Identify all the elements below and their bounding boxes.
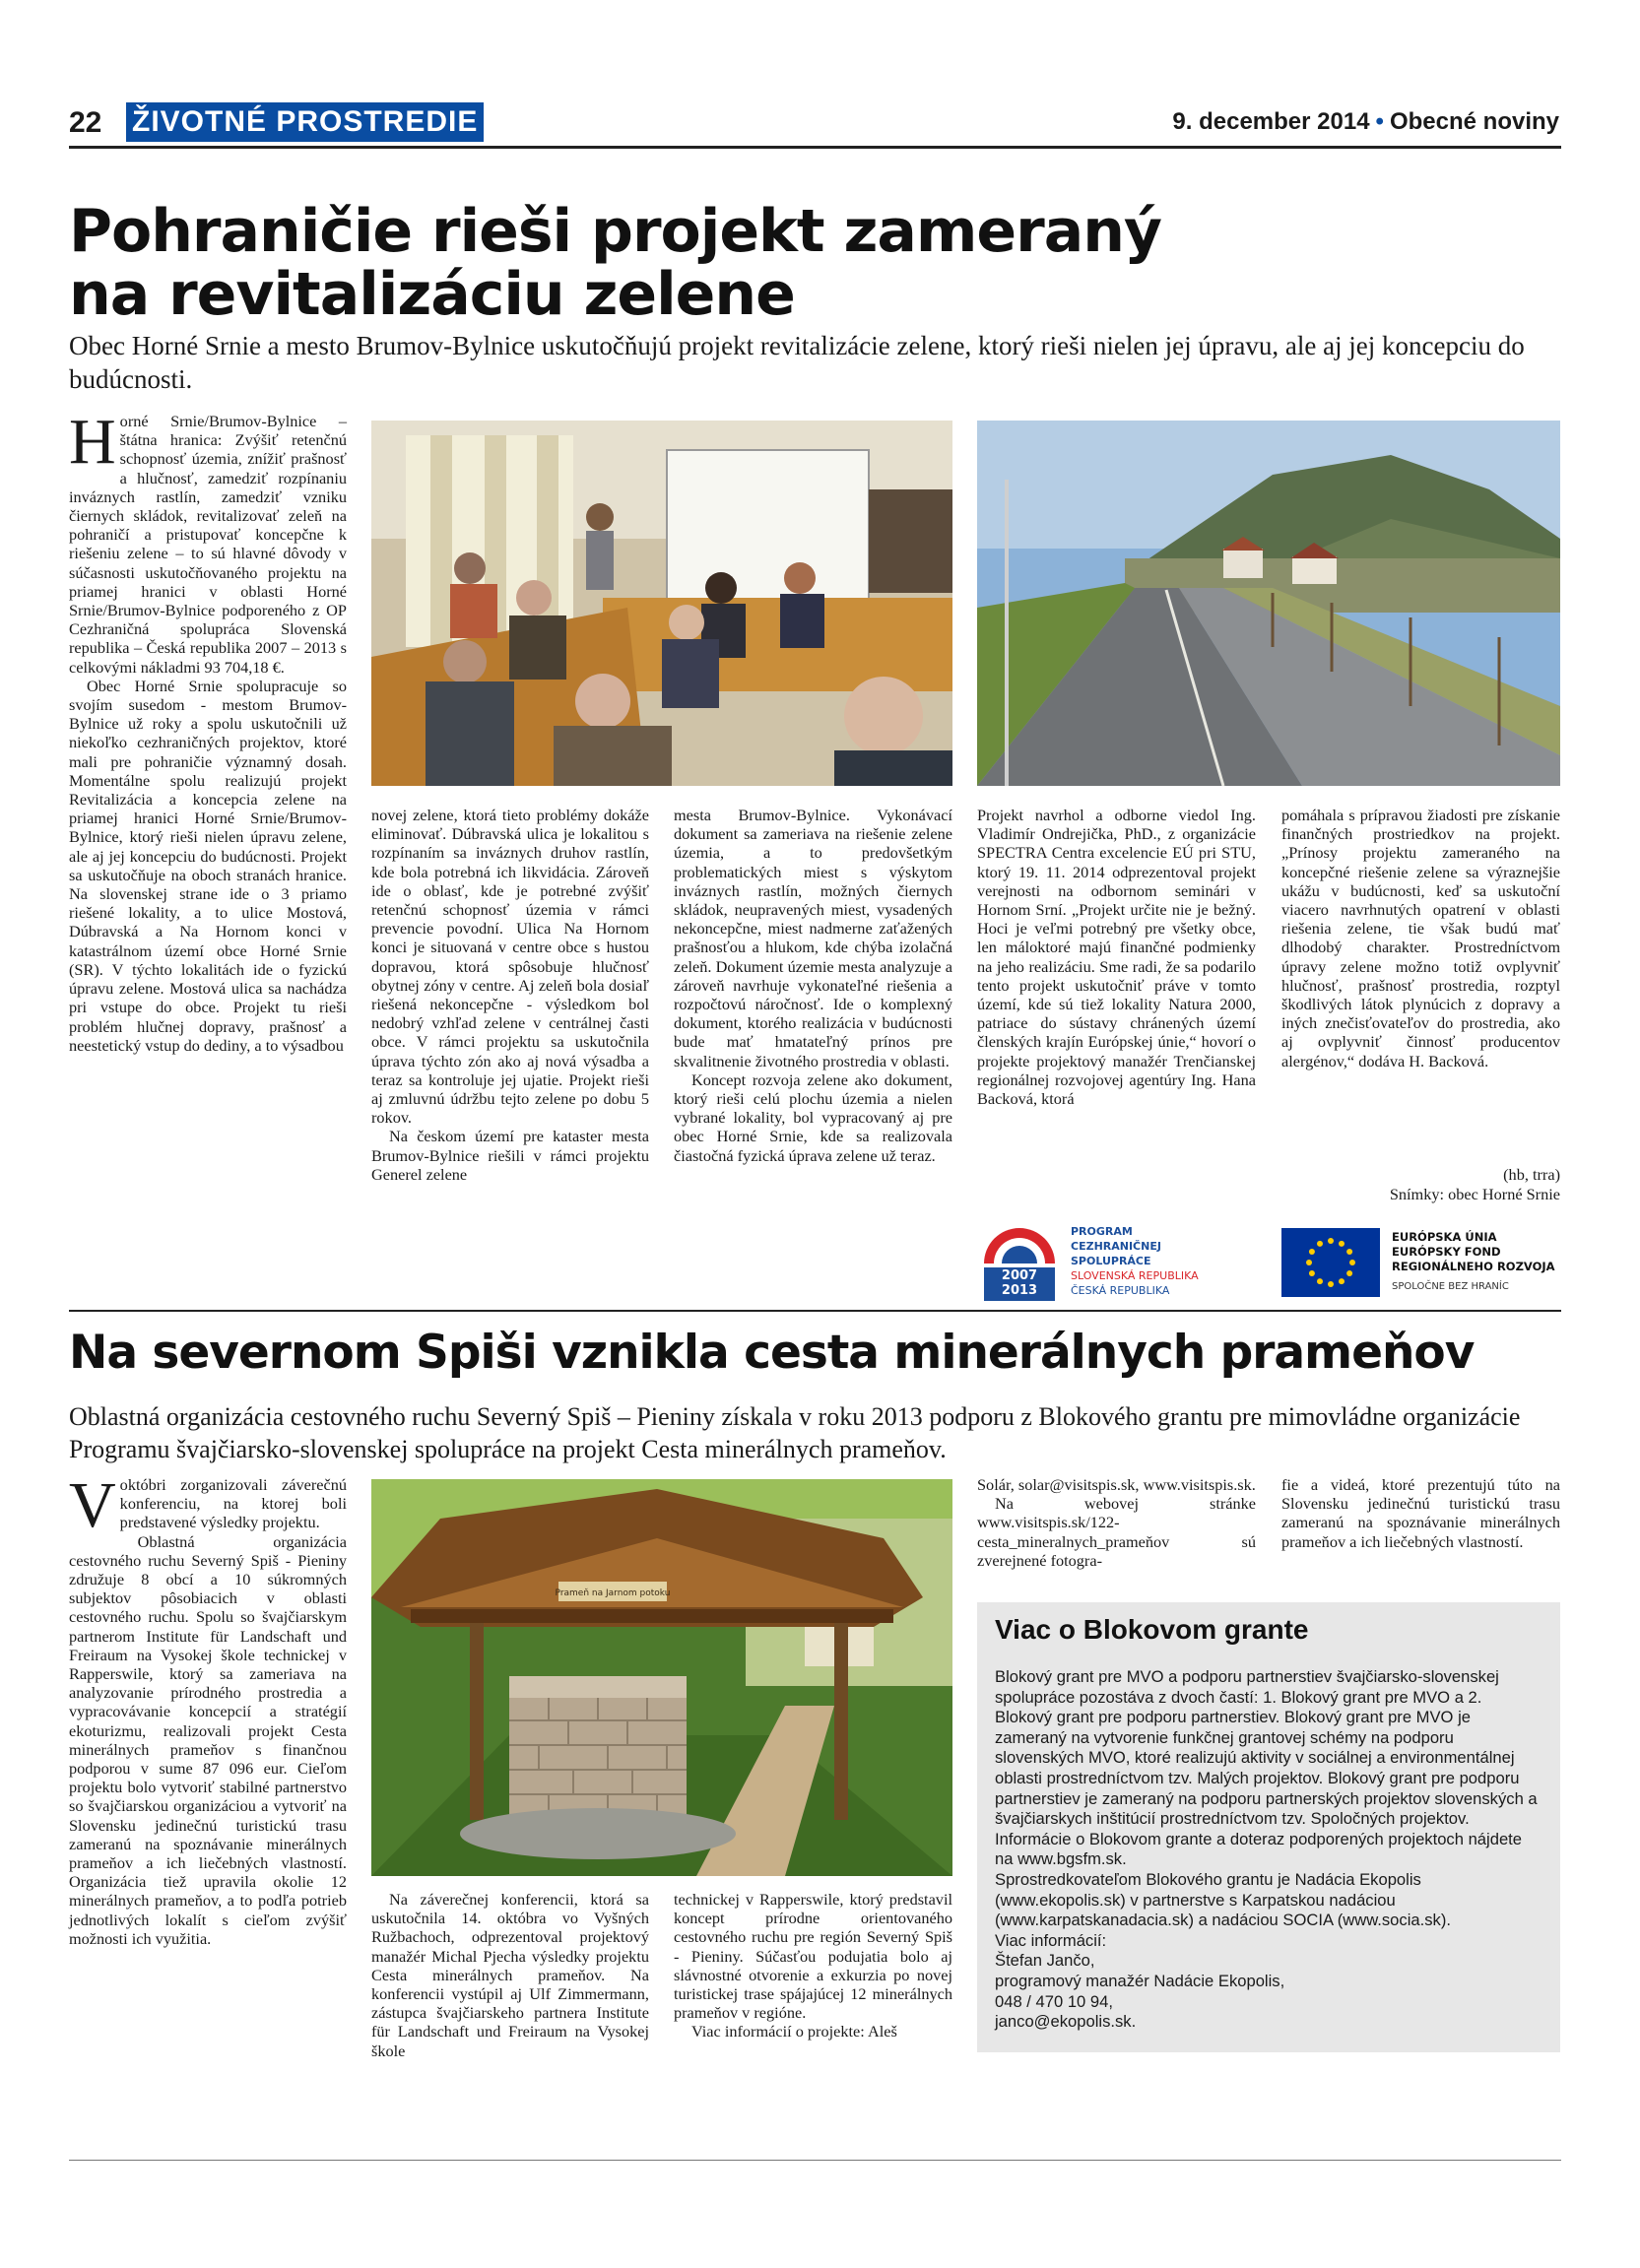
article2-column-4: [977, 1475, 1256, 1570]
spring-sign-text: Prameň na Jarnom potoku: [555, 1588, 671, 1598]
contact-name: Štefan Jančo,: [995, 1951, 1095, 1971]
paragraph: novej zelene, ktorá tieto problémy dokáže eliminovať. Dúbravská ulica je lokalitou s rozpínaním sa inváznych druhov rastlín, kde bola potrebná ich likvidácia. Zároveň ide o oblasť, kde je potrebné zvýšiť retenčnú schopnosť územia v rámci prevencie povodní. Ulica Na Hornom konci je situovaná v centre obce s hustou dopravou, ktorá spôsobuje hlučnosť obytnej zóny v centre. Aj zeleň bola dosiaľ riešená nekoncepčne - výsledkom bol nedobrý vzhľad zelene v centrálnej časti obce. V rámci projektu sa uskutočnila úprava týchto zón ako aj nová výsadba a teraz sa kontroluje jej ujatie. Projekt rieši aj zmluvnú údržbu tejto zelene po dobu 5 rokov.: [371, 806, 649, 1128]
publication-name: Obecné noviny: [1389, 108, 1559, 135]
eu-star: [1317, 1241, 1323, 1247]
issue-info: [1172, 108, 1559, 136]
program-country-2: ČESKÁ REPUBLIKA: [1071, 1284, 1170, 1297]
paragraph: mesta Brumov-Bylnice. Vykonávací dokument sa zameriava na riešenie zelene územia, a to predovšetkým problematických miest s výskytom inváznych rastlín, možných čiernych skládok, neupravených miest, vysadených nekoncepčne, miest nadmerne zaťažených prašnosťou a hlukom, kde chýba izolačná zeleň. Dokument územie mesta analyzuje a zároveň navrhuje vykonateľné riešenia a rozpočtovú náročnosť. Ide o komplexný dokument, ktorého realizácia v budúcnosti bude mať hmatateľný prínos pre skvalitnenie životného prostredia v oblasti.: [674, 806, 952, 1070]
eu-flag-icon: [1281, 1228, 1380, 1297]
eu-star: [1309, 1249, 1315, 1255]
article2-column-3: [674, 1890, 952, 2041]
eu-star: [1339, 1241, 1345, 1247]
eu-logo: [1281, 1224, 1560, 1301]
article1-column-5: [1281, 806, 1560, 1070]
eu-star: [1328, 1238, 1334, 1244]
paragraph: pomáhala s prípravou žiadosti pre získanie finančných prostriedkov na projekt. „Prínosy projektu zameraného na koncepčné riešenie zelene sa výraznejšie ukážu v budúcnosti, keď sa uskutoční viacero navrhnutých opatrení v oblasti riešenia zelene, tie však budú mať dlhodobý charakter. Prostredníctvom úpravy zelene možno totiž ovplyvniť hlučnosť, prašnosť prostredia, rozptyl škodlivých látok plynúcich z dopravy a iných znečisťovateľov do prostredia, ako aj ovplyvniť činnosť producentov alergénov,“ dodáva H. Backová.: [1281, 806, 1560, 1070]
info-box: [977, 1602, 1560, 2052]
issue-date: 9. december 2014: [1172, 108, 1370, 135]
paragraph: Na záverečnej konferencii, ktorá sa uskutočnila 14. októbra vo Vyšných Ružbachoch, odprezentoval projektový manažér Michal Pjecha výsledky projektu Cesta minerálnych prameňov. Na konferencii vystúpil aj Ulf Zimmermann, zástupca švajčiarskeho partnera Institute für Landschaft und Freiraum na Vysokej škole: [371, 1890, 649, 2060]
program-name-1: PROGRAM: [1071, 1225, 1133, 1238]
program-name-2: CEZHRANIČNEJ: [1071, 1240, 1161, 1253]
article1-title: [69, 197, 1561, 329]
article1-column-3: [674, 806, 952, 1165]
article2-title: Na severnom Spiši vznikla cesta minerálnych prameňov: [69, 1326, 1475, 1380]
separator-dot: •: [1375, 108, 1384, 135]
eu-star: [1309, 1270, 1315, 1276]
program-year-start: 2007: [1001, 1268, 1038, 1283]
article1-lead: Obec Horné Srnie a mesto Brumov-Bylnice uskutočňujú projekt revitalizácie zelene, ktorý rieši nielen jej úpravu, ale aj jej koncepciu do budúcnosti.: [69, 331, 1525, 394]
eu-star: [1317, 1278, 1323, 1284]
eu-motto: SPOLOČNE BEZ HRANÍC: [1392, 1281, 1509, 1292]
eu-star: [1339, 1278, 1345, 1284]
spring-gazebo-image: [371, 1479, 952, 1876]
paragraph: Na webovej stránke www.visitspis.sk/122-cesta_mineralnych_prameňov sú zverejnené fotogra-: [977, 1494, 1256, 1570]
paragraph: Projekt navrhol a odborne viedol Ing. Vladimír Ondrejička, PhD., z organizácie SPECTRA Centra excelencie EÚ pri STU, ktorý 19. 11. 2014 odprezentoval projekt verejnosti na odbornom seminári v Hornom Srní. „Projekt určite nie je bežný. Hoci je veľmi potrebný pre všetky obce, len máloktoré majú finančné podmienky na jeho realizáciu. Sme radi, že sa podarilo tento projekt uskutočniť práve v tomto území, kde sú tiež lokality Natura 2000, patriace do sústavy chránených území členských krajín Európskej únie,“ hovorí o projekte projektový manažér Trenčianskej regionálnej rozvojovej agentúry Ing. Hana Backová, ktorá: [977, 806, 1256, 1109]
drop-cap: H: [69, 406, 116, 478]
eu-star: [1346, 1249, 1352, 1255]
program-name-3: SPOLUPRÁCE: [1071, 1255, 1151, 1267]
program-country-1: SLOVENSKÁ REPUBLIKA: [1071, 1269, 1199, 1282]
program-year-end: 2013: [1001, 1283, 1038, 1298]
drop-cap: V: [69, 1469, 116, 1541]
info-box-paragraph-2: Sprostredkovateľom Blokového grantu je Nadácia Ekopolis (www.ekopolis.sk) v partnerstve s Karpatskou nadáciou (www.karpatskanadacia.sk) a nadáciou SOCIA (www.socia.sk).: [995, 1869, 1451, 1930]
paragraph: Obec Horné Srnie spolupracuje so svojím susedom - mestom Brumov-Bylnice už roky a spolu uskutočnili už niekoľko cezhraničných projektov, ktoré mali pre pohraničie významný dosah. Momentálne spolu realizujú projekt Revitalizácia a koncepcia zelene na priamej hranici Horné Srnie/Brumov-Bylnice, ktorý rieši nielen úpravu zelene, ale aj jej koncepciu do budúcnosti. Projekt sa uskutočňuje na oboch stranách hranice. Na slovenskej strane ide o 3 priamo riešené lokality, a to ulice Mostová, Dúbravská a Na Hornom konci v katastrálnom území obce Horné Srnie (SR). V týchto lokalitách ide o fyzickú úpravu zelene. Mostová ulica sa nachádza pri vstupe do obce. Projekt tu rieši problém hlučnej dopravy, prašnosť a neestetický vstup do dediny, a to výsadbou: [69, 676, 347, 1055]
spring-gazebo-photo: [371, 1479, 952, 1876]
header-rule: [69, 146, 1561, 149]
road-photo: [977, 421, 1560, 786]
photo-credit: Snímky: obec Horné Srnie: [1389, 1185, 1560, 1203]
paragraph: fie a videá, ktoré prezentujú túto na Slovensku jedinečnú turistickú trasu zameranú na spoznávanie minerálnych prameňov a ich liečebných vlastností.: [1281, 1475, 1560, 1551]
article2-column-1: [69, 1469, 347, 1948]
paragraph: technickej v Rapperswile, ktorý predstavil koncept prírodne orientovaného cestovného ruchu pre región Severný Spiš - Pieniny. Súčasťou podujatia bolo aj slávnostné otvorenie a exkurzia po novej turistickej trase spájajúcej 12 minerálnych prameňov v regióne.: [674, 1890, 952, 2023]
info-box-paragraph-1: Blokový grant pre MVO a podporu partnerstiev švajčiarsko-slovenskej spolupráce pozostáva z dvoch častí: 1. Blokový grant pre MVO a 2. Blokový grant pre podporu partnerstiev. Blokový grant pre MVO je zameraný na vytvorenie funkčnej grantovej schémy na podporu slovenských MVO, ktoré realizujú aktivity v sociálnej a environmentálnej oblasti prostredníctvom tzv. Malých projektov. Blokový grant pre podporu partnerstiev je zameraný na podporu partnerských projektov slovenských a švajčiarskych inštitúcií prostredníctvom tzv. Spoločných projektov. Informácie o Blokovom grante a doteraz podporených projektoch nájdete na www.bgsfm.sk.: [995, 1667, 1538, 1869]
paragraph: Koncept rozvoja zelene ako dokument, ktorý rieši celú plochu územia a nielen vybrané lokality, bol vypracovaný aj pre obec Horné Srnie, kde sa realizovala čiastočná fyzická úprava zelene už teraz.: [674, 1069, 952, 1165]
eu-name-2: EURÓPSKY FOND: [1392, 1245, 1501, 1259]
eu-star: [1349, 1260, 1355, 1265]
article1-title-line2: na revitalizáciu zelene: [69, 260, 795, 329]
article1-column-4: [977, 806, 1256, 1108]
eu-star: [1346, 1270, 1352, 1276]
paragraph: Solár, solar@visitspis.sk, www.visitspis.sk.: [977, 1475, 1256, 1494]
meeting-photo: [371, 421, 952, 786]
paragraph: orné Srnie/Brumov-Bylnice – štátna hranica: Zvýšiť retenčnú schopnosť územia, znížiť prašnosť a hlučnosť, zamedziť rozpínaniu inváznych rastlín, zamedziť vzniku čiernych skládok, revitalizovať zeleň na pohraničí a pristupovať koncepčne k riešeniu zelene – to sú hlavné dôvody v súčasnosti uskutočňovaného projektu na priamej hranici v oblasti Horné Srnie/Brumov-Bylnice podporeného z OP Cezhraničná spolupráca Slovenská republika – Česká republika 2007 – 2013 s celkovými nákladmi 93 704,18 €.: [69, 412, 347, 677]
eu-name-1: EURÓPSKA ÚNIA: [1392, 1230, 1497, 1244]
page-number: 22: [69, 106, 102, 139]
contact-label: Viac informácií:: [995, 1930, 1107, 1950]
section-label: ŽIVOTNÉ PROSTREDIE: [126, 102, 484, 142]
footer-rule: [69, 2160, 1561, 2161]
article2-lead: Oblastná organizácia cestovného ruchu Severný Spiš – Pieniny získala v roku 2013 podporu z Blokového grantu pre mimovládne organizácie Programu švajčiarsko-slovenskej spolupráce na projekt Cesta minerálnych prameňov.: [69, 1402, 1521, 1463]
eu-name-3: REGIONÁLNEHO ROZVOJA: [1392, 1260, 1555, 1273]
paragraph: Viac informácií o projekte: Aleš: [691, 2022, 897, 2041]
road-photo-image: [977, 421, 1560, 786]
article1-title-line1: Pohraničie rieši projekt zameraný: [69, 197, 1162, 266]
signature: (hb, trra): [1503, 1165, 1560, 1184]
eu-star: [1306, 1260, 1312, 1265]
paragraph: Na českom území pre kataster mesta Brumov-Bylnice riešili v rámci projektu Generel zelene: [371, 1127, 649, 1184]
contact-role: programový manažér Nadácie Ekopolis,: [995, 1971, 1285, 1990]
article2-column-5: [1281, 1475, 1560, 1551]
article-separator: [69, 1310, 1561, 1312]
meeting-photo-image: [371, 421, 952, 786]
contact-phone: 048 / 470 10 94,: [995, 1991, 1113, 2011]
article1-column-2: [371, 806, 649, 1184]
article2-column-2: [371, 1890, 649, 2060]
paragraph: Oblastná organizácia cestovného ruchu Severný Spiš - Pieniny združuje 8 obcí a 10 súkromných subjektov pôsobiacich v oblasti cestovného ruchu. Spolu so švajčiarskym partnerom Institute für Landschaft und Freiraum na Vysokej škole technickej v Rapperswile, ktorý sa zameriava na analyzovanie prírodného prostredia a vypracovávanie koncepcií a stratégií ekoturizmu, realizovali projekt Cesta minerálnych prameňov s finančnou podporou v sume 87 096 eur. Cieľom projektu bolo vytvoriť stabilné partnerstvo so švajčiarskou organizáciou a vytvoriť na Slovensku jedinečnú turistickú trasu zameranú na spoznávanie minerálnych prameňov a ich liečebných vlastností. Organizácia tiež upravila okolie 12 minerálnych prameňov, a to podľa potrieb jednotlivých lokalít s cieľom zvýšiť možnosti ich využitia.: [69, 1531, 347, 1948]
info-box-title: Viac o Blokovom grante: [995, 1614, 1309, 1645]
eu-star: [1328, 1281, 1334, 1287]
article1-column-1: [69, 406, 347, 1055]
program-logo: [980, 1224, 1256, 1301]
info-box-body: [995, 1667, 1542, 2033]
contact-email[interactable]: janco@ekopolis.sk.: [995, 2012, 1137, 2032]
paragraph-text: októbri zorganizovali záverečnú konferenciu, na ktorej boli predstavené výsledky projektu.: [119, 1475, 347, 1532]
